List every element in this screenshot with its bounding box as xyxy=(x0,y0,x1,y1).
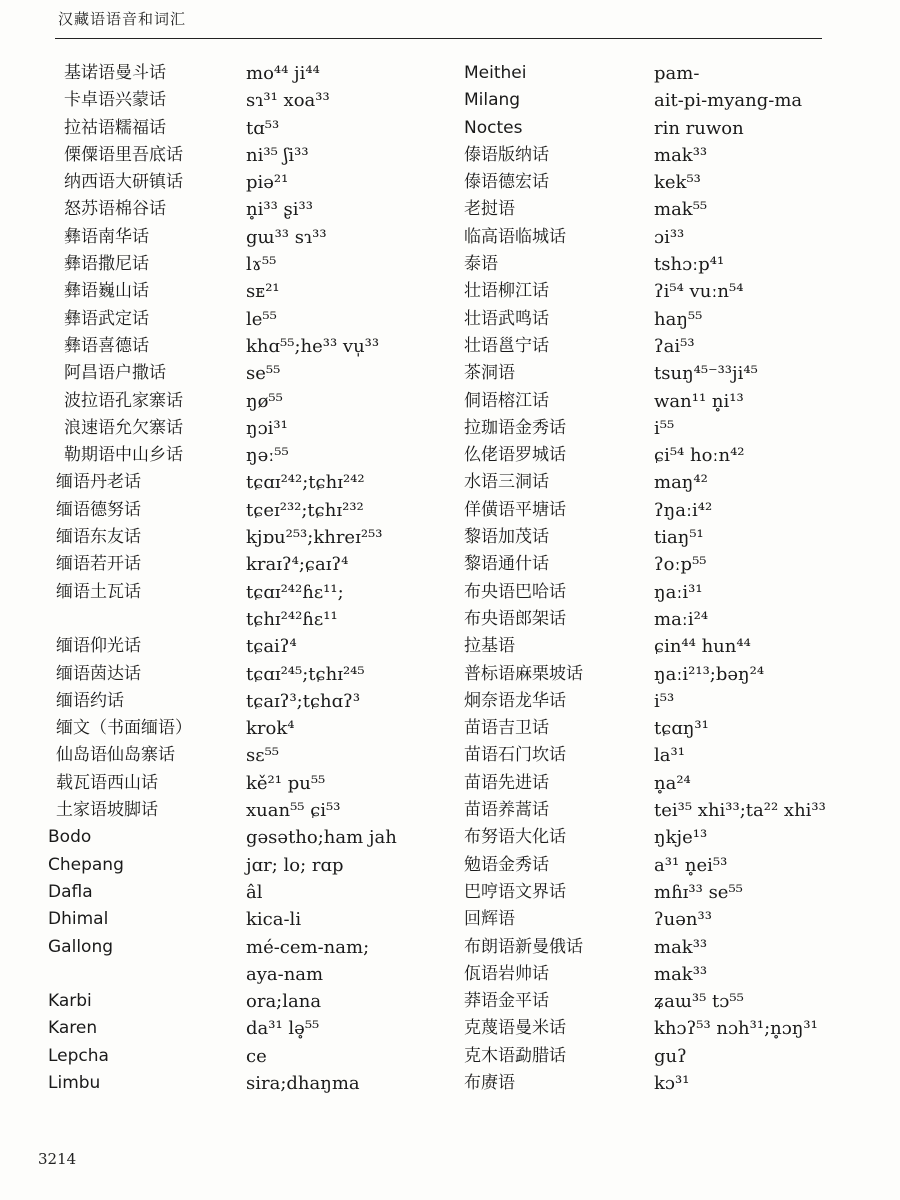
word-form: a³¹ n̥ei⁵³ xyxy=(654,854,728,876)
language-name: 仫佬语罗城话 xyxy=(464,445,566,466)
word-form: tɕɑɪ²⁴²;tɕhɪ²⁴² xyxy=(246,472,365,494)
language-name: 临高语临城话 xyxy=(464,226,566,247)
language-name: 傣语德宏话 xyxy=(464,172,549,193)
word-form: kraɪʔ⁴;ɕaɪʔ⁴ xyxy=(246,554,349,576)
word-form: khɔʔ⁵³ nɔh³¹;n̥ɔŋ³¹ xyxy=(654,1018,818,1040)
language-name: 拉基语 xyxy=(464,636,515,657)
language-name: Gallong xyxy=(48,936,114,957)
language-name: 莽语金平话 xyxy=(464,991,549,1012)
word-form: la³¹ xyxy=(654,745,685,767)
language-name: Chepang xyxy=(48,854,124,875)
word-form: gɯ³³ sɿ³³ xyxy=(246,226,327,248)
word-form: sira;dhaŋma xyxy=(246,1072,360,1094)
language-name: 纳西语大研镇话 xyxy=(64,172,183,193)
language-name: 彝语喜德话 xyxy=(64,335,149,356)
language-name: 缅语约话 xyxy=(56,690,124,711)
language-name: 彝语撒尼话 xyxy=(64,254,149,275)
language-name: 回辉语 xyxy=(464,909,515,930)
language-name: Karen xyxy=(48,1018,98,1039)
language-name: 老挝语 xyxy=(464,199,515,220)
language-name: 克木语勐腊话 xyxy=(464,1045,566,1066)
word-form: ʔai⁵³ xyxy=(654,335,695,357)
language-name: Karbi xyxy=(48,991,92,1012)
language-name: 茶洞语 xyxy=(464,363,515,384)
language-name: 壮语武鸣话 xyxy=(464,308,549,329)
word-form: maŋ⁴² xyxy=(654,472,708,494)
word-form: ni³⁵ ʃi³³ xyxy=(246,144,309,166)
running-header: 汉藏语语音和词汇 xyxy=(58,10,187,28)
word-form: tɕɑɪ²⁴⁵;tɕhɪ²⁴⁵ xyxy=(246,663,365,685)
word-form: le⁵⁵ xyxy=(246,308,277,330)
word-form: ŋɔi³¹ xyxy=(246,417,288,439)
word-form: tɕhɪ²⁴²ɦɛ¹¹ xyxy=(246,608,338,630)
language-name: 勉语金秀话 xyxy=(464,854,549,875)
language-name: 基诺语曼斗话 xyxy=(64,63,166,83)
language-name: 克蔑语曼米话 xyxy=(464,1018,566,1039)
language-name: 布赓语 xyxy=(464,1072,515,1093)
language-name: 载瓦语西山话 xyxy=(56,772,158,793)
language-name: 佯僙语平塘话 xyxy=(464,499,566,520)
language-name: 巴哼语文界话 xyxy=(464,881,566,902)
word-form: ora;lana xyxy=(246,991,322,1013)
word-form: mak³³ xyxy=(654,936,708,958)
word-form: haŋ⁵⁵ xyxy=(654,308,703,330)
word-form: ʔi⁵⁴ vuːn⁵⁴ xyxy=(654,281,744,303)
word-form: se⁵⁵ xyxy=(246,363,281,385)
word-form: ɕi⁵⁴ hoːn⁴² xyxy=(654,445,745,467)
word-form: n̥i³³ ʂi³³ xyxy=(246,199,313,221)
language-name: Lepcha xyxy=(48,1045,109,1066)
language-name: Dafla xyxy=(48,881,93,902)
word-form: tɕɑŋ³¹ xyxy=(654,718,709,740)
word-form: mak³³ xyxy=(654,144,708,166)
language-name: 壮语柳江话 xyxy=(464,281,549,302)
word-form: kjɒu²⁵³;khreɪ²⁵³ xyxy=(246,527,383,549)
word-form: tiaŋ⁵¹ xyxy=(654,527,704,549)
word-form: tɕaiʔ⁴ xyxy=(246,636,297,658)
language-name: 土家语坡脚话 xyxy=(56,800,158,821)
language-name: 缅语东友话 xyxy=(56,527,141,548)
language-name: 壮语邕宁话 xyxy=(464,335,549,356)
language-name: 彝语巍山话 xyxy=(64,281,149,302)
word-form: ŋaːi³¹ xyxy=(654,581,703,603)
word-form: ait-pi-myang-ma xyxy=(654,90,803,112)
word-form: ʔŋaːi⁴² xyxy=(654,499,713,521)
word-form: âl xyxy=(246,881,263,903)
language-name: 缅语仰光话 xyxy=(56,636,141,657)
word-form: piə²¹ xyxy=(246,172,289,194)
word-form: ɕin⁴⁴ hun⁴⁴ xyxy=(654,636,751,658)
language-name: 黎语通什话 xyxy=(464,554,549,575)
header-rule xyxy=(55,38,822,39)
word-form: sɛ⁵⁵ xyxy=(246,745,279,767)
word-form: ŋəː⁵⁵ xyxy=(246,445,289,467)
language-name: 泰语 xyxy=(464,254,498,275)
word-form: mak⁵⁵ xyxy=(654,199,708,221)
language-name: 仙岛语仙岛寨话 xyxy=(56,745,175,766)
language-name xyxy=(48,606,248,633)
language-name: 彝语武定话 xyxy=(64,308,149,329)
word-form: kek⁵³ xyxy=(654,172,701,194)
language-name: 侗语榕江话 xyxy=(464,390,549,411)
language-name: 卡卓语兴蒙话 xyxy=(64,90,166,111)
word-form: kɔ³¹ xyxy=(654,1072,690,1094)
word-form: ŋø⁵⁵ xyxy=(246,390,283,412)
language-name: Meithei xyxy=(464,63,527,83)
word-form: i⁵³ xyxy=(654,690,675,712)
word-form: ŋkje¹³ xyxy=(654,827,708,849)
word-form: ʔoːp⁵⁵ xyxy=(654,554,707,576)
right-language-column xyxy=(464,60,654,1097)
word-form: tɕɑɪ²⁴²ɦɛ¹¹; xyxy=(246,581,344,603)
language-name: 怒苏语棉谷话 xyxy=(64,199,166,220)
word-form: ŋaːi²¹³;bəŋ²⁴ xyxy=(654,663,765,685)
language-name: Milang xyxy=(464,90,521,111)
language-name: 缅语若开话 xyxy=(56,554,141,575)
word-form: ʔuən³³ xyxy=(654,909,712,931)
word-form: ce xyxy=(246,1045,267,1067)
word-form: ʑaɯ³⁵ tɔ⁵⁵ xyxy=(654,991,744,1013)
language-name: 布央语郎架话 xyxy=(464,608,566,629)
right-form-column xyxy=(654,60,884,1097)
word-form: tɑ⁵³ xyxy=(246,117,280,139)
language-name: 波拉语孔家寨话 xyxy=(64,390,183,411)
language-name: 彝语南华话 xyxy=(64,226,149,247)
word-form: mak³³ xyxy=(654,963,708,985)
page-number: 3214 xyxy=(38,1150,77,1168)
language-name: 缅文（书面缅语） xyxy=(56,718,192,739)
word-form: ɔi³³ xyxy=(654,226,685,248)
word-form: pam- xyxy=(654,63,700,84)
word-form: xuan⁵⁵ ɕi⁵³ xyxy=(246,800,341,822)
language-name: Dhimal xyxy=(48,909,109,930)
language-name: 傣语版纳话 xyxy=(464,144,549,165)
word-form: wan¹¹ n̥i¹³ xyxy=(654,390,744,412)
word-form: tɕeɪ²³²;tɕhɪ²³² xyxy=(246,499,364,521)
word-form: kě²¹ pu⁵⁵ xyxy=(246,772,326,794)
language-name: 阿昌语户撒话 xyxy=(64,363,166,384)
language-name: 布朗语新曼俄话 xyxy=(464,936,583,957)
language-name: 缅语茵达话 xyxy=(56,663,141,684)
word-form: aya-nam xyxy=(246,963,324,985)
language-name: 浪速语允欠寨话 xyxy=(64,417,183,438)
language-name: 拉珈语金秀话 xyxy=(464,417,566,438)
language-name: 缅语德努话 xyxy=(56,499,141,520)
language-name: Bodo xyxy=(48,827,92,848)
left-form-column xyxy=(246,60,461,1097)
word-form: lɤ⁵⁵ xyxy=(246,254,277,276)
language-name: 苗语吉卫话 xyxy=(464,718,549,739)
word-form: tɕaɪʔ³;tɕhɑʔ³ xyxy=(246,690,361,712)
word-form: da³¹ lə̥⁵⁵ xyxy=(246,1018,320,1040)
word-form: sᴇ²¹ xyxy=(246,281,280,303)
word-form: tei³⁵ xhi³³;ta²² xhi³³ xyxy=(654,800,826,822)
word-form: jɑr; lo; rɑp xyxy=(246,854,344,876)
word-form: mé-cem-nam; xyxy=(246,936,370,958)
language-name: 佤语岩帅话 xyxy=(464,963,549,984)
language-name: 傈僳语里吾底话 xyxy=(64,144,183,165)
language-name: 缅语土瓦话 xyxy=(56,581,141,602)
word-form: n̥a²⁴ xyxy=(654,772,691,794)
word-form: gəsətho;ham jah xyxy=(246,827,397,849)
left-language-column xyxy=(48,60,248,1097)
word-form: i⁵⁵ xyxy=(654,417,675,439)
word-form: guʔ xyxy=(654,1045,687,1067)
word-form: maːi²⁴ xyxy=(654,608,709,630)
language-name: 勒期语中山乡话 xyxy=(64,445,183,466)
language-name: 水语三洞话 xyxy=(464,472,549,493)
word-form: tshɔːp⁴¹ xyxy=(654,254,725,276)
word-form: khɑ⁵⁵;he³³ vu̩³³ xyxy=(246,335,380,357)
language-name: 布央语巴哈话 xyxy=(464,581,566,602)
language-name: 炯奈语龙华话 xyxy=(464,690,566,711)
word-form: mɦɪ³³ se⁵⁵ xyxy=(654,881,743,903)
language-name: 普标语麻栗坡话 xyxy=(464,663,583,684)
language-name: Noctes xyxy=(464,117,523,138)
language-name: 拉祜语糯福话 xyxy=(64,117,166,138)
language-name: 苗语石门坎话 xyxy=(464,745,566,766)
language-name: 布努语大化话 xyxy=(464,827,566,848)
language-name: 缅语丹老话 xyxy=(56,472,141,493)
language-name: 黎语加茂话 xyxy=(464,527,549,548)
language-name xyxy=(48,961,248,988)
word-form: tsuŋ⁴⁵⁻³³ji⁴⁵ xyxy=(654,363,758,385)
word-form: mo⁴⁴ ji⁴⁴ xyxy=(246,63,320,84)
word-form: rin ruwon xyxy=(654,117,744,139)
word-form: sɿ³¹ xoa³³ xyxy=(246,90,330,112)
language-name: Limbu xyxy=(48,1072,101,1093)
word-form: kica-li xyxy=(246,909,302,931)
language-name: 苗语养蒿话 xyxy=(464,800,549,821)
word-form: krok⁴ xyxy=(246,718,295,740)
language-name: 苗语先进话 xyxy=(464,772,549,793)
